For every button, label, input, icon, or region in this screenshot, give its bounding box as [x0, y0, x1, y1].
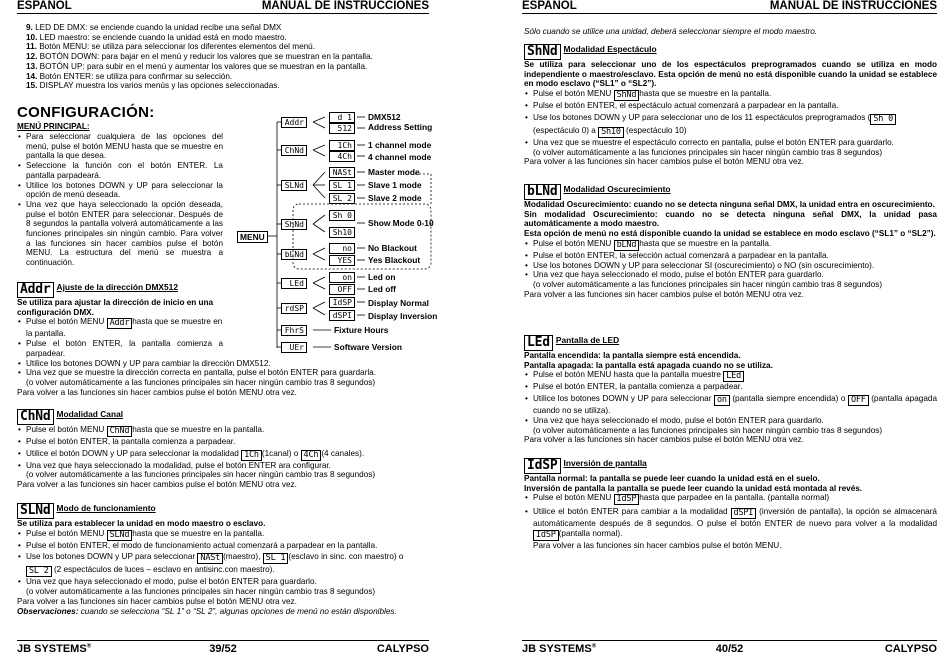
list-item: • Una vez que haya seleccionado la modalidad, pulse el botón ENTER ara configurar. — [17, 461, 429, 471]
list-item: • Una vez que haya seleccionado el modo, pulse el botón ENTER para guardarlo. — [17, 577, 429, 587]
config-heading: CONFIGURACIÓN: — [17, 104, 155, 121]
diagram-label: Software Version — [334, 342, 402, 352]
footer-page-number: 39/52 — [209, 643, 237, 654]
lcd-ver: UEr — [281, 342, 307, 353]
list-item: • Seleccione la función con el botón ENTER. La pantalla parpadeará. — [17, 161, 223, 180]
diagram-label: Show Mode 0-10 — [368, 218, 434, 228]
lcd-chnd-icon: ChNd — [17, 409, 54, 425]
dsp-section: IdSP Inversión de pantalla Pantalla normal: la pantalla se puede leer cuando la unidad está en el suelo. Inversión de pantalla la pantalla se puede leer cuando la unidad está montada al revés. • Pulse el botón MENU IdSP hasta que parpadee en la pantalla. (pantalla normal) • Utilice el botón ENTER para cambiar a la modalidad dSPI (inversión de pantalla), la opción se almacenará automáticamente después de 8 segundos. O pulse el botón ENTER de nuevo para volver a la modalidad IdSP (pantalla normal). Para volver a las funciones sin hacer cambios pulse el botón MENU. — [524, 458, 937, 551]
list-item: 11. Botón MENU: se utiliza para seleccionar los diferentes elementos del menú. — [26, 42, 316, 52]
list-item: • Una vez que haya seleccionado el modo, pulse el botón ENTER para guardarlo. — [524, 416, 937, 426]
section-title: Modalidad Oscurecimiento — [563, 184, 671, 194]
list-item: • Pulse el botón ENTER, la pantalla comienza a parpadear. — [524, 382, 937, 392]
menu-principal-title: MENÚ PRINCIPAL: — [17, 122, 90, 131]
section-title: Pantalla de LED — [555, 335, 620, 345]
lcd-option: 1Ch — [329, 140, 355, 151]
list-item: • Utilice el botón DOWN y UP para seleccionar la modalidad 1Ch (1canal) o 4Ch (4 canales). — [17, 449, 429, 461]
right-page — [522, 0, 937, 654]
list-item: 14. Botón ENTER: se utiliza para confirmar su selección. — [26, 71, 233, 81]
diagram-label: DMX512 — [368, 112, 401, 122]
list-item: • Utilice los botones DOWN y UP para seleccionar la opción de menú deseada. — [17, 181, 223, 200]
lcd-chnd: ChNd — [281, 145, 307, 156]
footer-model: CALYPSO — [376, 643, 429, 654]
lcd-option: on — [329, 272, 355, 283]
list-item: • Pulse el botón ENTER, la pantalla comienza a parpadear. — [17, 437, 429, 447]
footer-brand: JB SYSTEMS® — [522, 643, 597, 654]
diagram-label: Slave 1 mode — [368, 180, 422, 190]
list-item: • Para seleccionar cualquiera de las opciones del menú, pulse el botón MENU hasta que se muestre en pantalla la que desea. — [17, 132, 223, 161]
lcd-shnd-icon: ShNd — [524, 44, 561, 60]
list-item: • Pulse el botón ENTER, el espectáculo actual comenzará a parpadear en la pantalla. — [524, 101, 937, 111]
right-footer — [522, 640, 937, 654]
diagram-label: 4 channel mode — [368, 152, 432, 162]
list-item: 13. BOTÓN UP: para subir en el menú y aumentar los valores que se muestran en la pantalla. — [26, 61, 368, 71]
list-item: 15. DISPLAY muestra los varios menús y las opciones seleccionadas. — [26, 81, 280, 91]
diagram-label: Display Inversion — [368, 311, 438, 321]
lcd-fhrs: FhrS — [281, 325, 307, 336]
section-title: Modalidad Canal — [56, 409, 124, 419]
lcd-blnd: bLNd — [281, 249, 307, 260]
diagram-label: No Blackout — [368, 243, 417, 253]
lcd-dsp-icon: IdSP — [524, 458, 561, 474]
lcd-option: SL 2 — [329, 193, 355, 204]
lcd-slnd-icon: SLNd — [17, 503, 54, 519]
left-footer — [17, 640, 429, 654]
lcd-led: LEd — [281, 278, 307, 289]
addr-section: Addr Ajuste de la dirección DMX512 Se utiliza para ajustar la dirección de inicio en una configuración DMX. • Pulse el botón MENU Addr hasta que se muestre en la pantalla. • Pulse el botón ENTER, la pantalla comienza a parpadear. • Utilice los botones DOWN y UP para cambiar la dirección DMX512. • Una vez que se muestre la dirección correcta en pantalla, pulse el botón ENTER para guardarla. (o volver automáticamente a las funciones principales sin hacer ningún cambio tras 8 segundos) Para volver a las funciones sin hacer cambios pulse el botón MENU otra vez. — [17, 282, 429, 397]
list-item: 12. BOTÓN DOWN: para bajar en el menú y reducir los valores que se muestran en la pantalla. — [26, 52, 373, 62]
list-item: 9. LED DE DMX: se enciende cuando la unidad recibe una señal DMX — [26, 23, 282, 32]
observation-note: Observaciones: cuando se selecciona “SL 1” o “SL 2”, algunas opciones de menú no están disponibles. — [17, 606, 397, 616]
list-item: • Use los botones DOWN y UP para seleccionar uno de los 11 espectáculos preprogramados ( Sh 0 — [524, 113, 937, 125]
lcd-option: Sh10 — [329, 227, 355, 238]
lcd-option: YES — [329, 255, 355, 266]
slnd-section: SLNd Modo de funcionamiento Se utiliza para establecer la unidad en modo maestro o esclavo. • Pulse el botón MENU SLNd hasta que se muestre en la pantalla. • Pulse el botón ENTER, el modo de funcionamiento actual comenzará a parpadear en la pantalla. • Use los botones DOWN y UP para seleccionar NASt (maestro), SL 1 (esclavo in sinc. con maestro) o SL 2 (2 espectáculos de luces – esclavo en antisinc.con maestro). • Una vez que haya seleccionado el modo, pulse el botón ENTER para guardarlo. (o volver automáticamente a las funciones principales sin hacer ningún cambio tras 8 segundos) Para volver a las funciones sin hacer cambios pulse el botón MENU otra vez. Observaciones: cuando se selecciona “SL 1” o “SL 2”, algunas opciones de menú no están disponibles. — [17, 503, 429, 616]
list-item: • Pulse el botón ENTER, la selección actual comenzará a parpadear en la pantalla. — [524, 251, 937, 261]
list-item: • Una vez que se muestre el espectáculo correcto en pantalla, pulse el botón ENTER para guardarlo. — [524, 138, 937, 148]
list-item: • Pulse el botón MENU Addr hasta que se muestre en la pantalla. — [17, 317, 223, 339]
list-item: • Una vez que se muestre la dirección correcta en pantalla, pulse el botón ENTER para guardarla. — [17, 368, 429, 378]
menu-principal-bullets — [17, 132, 223, 268]
footer-model: CALYPSO — [884, 643, 937, 654]
header-title: MANUAL DE INSTRUCCIONES — [769, 0, 937, 12]
lcd-addr-icon: Addr — [17, 282, 54, 298]
lcd-option: SL 1 — [329, 180, 355, 191]
footer-brand: JB SYSTEMS® — [17, 643, 92, 654]
lcd-option: NASt — [329, 167, 355, 178]
diagram-label: Display Normal — [368, 298, 429, 308]
numbered-list — [17, 23, 429, 91]
lcd-led-icon: LEd — [524, 335, 553, 351]
lcd-shnd: ShNd — [281, 219, 307, 230]
menu-button-label: MENU — [237, 231, 268, 243]
diagram-label: Slave 2 mode — [368, 193, 422, 203]
header-language: ESPAÑOL — [17, 0, 72, 12]
list-item: • Una vez que haya seleccionado el modo, pulse el botón ENTER para guardarlo. — [524, 270, 937, 280]
list-item: • Pulse el botón MENU IdSP hasta que parpadee en la pantalla. (pantalla normal) — [524, 493, 937, 505]
list-item: • Pulse el botón MENU hasta que la pantalla muestre LEd — [524, 370, 937, 382]
list-item: 10. LED maestro: se enciende cuando la unidad está en modo maestro. — [26, 32, 287, 42]
diagram-label: Led off — [368, 284, 396, 294]
lcd-blnd-icon: bLNd — [524, 184, 561, 200]
lcd-option: no — [329, 243, 355, 254]
section-title: Modalidad Espectáculo — [563, 44, 657, 54]
list-item: • Pulse el botón MENU SLNd hasta que se muestre en la pantalla. — [17, 529, 429, 541]
top-note: Sólo cuando se utilice una unidad, deberá seleccionar siempre el modo maestro. — [524, 27, 818, 36]
diagram-label: Master mode — [368, 167, 420, 177]
lcd-dsp: rdSP — [281, 303, 307, 314]
chnd-section: ChNd Modalidad Canal • Pulse el botón MENU ChNd hasta que se muestre en la pantalla. • Pulse el botón ENTER, la pantalla comienza a parpadear. • Utilice el botón DOWN y UP para seleccionar la modalidad 1Ch (1canal) o 4Ch (4 canales). • Una vez que haya seleccionado la modalidad, pulse el botón ENTER ara configurar. (o volver automáticamente a las funciones principales sin hacer ningún cambio tras 8 segundos) Para volver a las funciones sin hacer cambios pulse el botón MENU otra vez. — [17, 409, 429, 490]
list-item: • Pulse el botón MENU bLNd hasta que se muestre en la pantalla. — [524, 239, 937, 251]
blnd-section: bLNd Modalidad Oscurecimiento Modalidad Oscurecimiento: cuando no se detecta ninguna señal DMX, la unidad entra en oscurecimiento. Sin modalidad Oscurecimiento: cuando no se detecta ninguna señal DMX, la unidad pasa automáticamente a modo maestro. Esta opción de menú no está disponible cuando la unidad se establece en modo esclavo (“SL1” o “SL2”). • Pulse el botón MENU bLNd hasta que se muestre en la pantalla. • Pulse el botón ENTER, la selección actual comenzará a parpadear en la pantalla. • Use los botones DOWN y UP para seleccionar SI (oscurecimiento) o NO (sin oscurecimiento). • Una vez que haya seleccionado el modo, pulse el botón ENTER para guardarlo. (o volver automáticamente a las funciones principales sin hacer ningún cambio tras 8 segundos) Para volver a las funciones sin hacer cambios pulse el botón MENU otra vez. — [524, 184, 937, 299]
header-title: MANUAL DE INSTRUCCIONES — [261, 0, 429, 12]
diagram-label: Fixture Hours — [334, 325, 389, 335]
list-item: • Pulse el botón MENU ChNd hasta que se muestre en la pantalla. — [17, 425, 429, 437]
led-section: LEd Pantalla de LED Pantalla encendida: la pantalla siempre está encendida. Pantalla apagada: la pantalla está apagada cuando no se utiliza. • Pulse el botón MENU hasta que la pantalla muestre LEd • Pulse el botón ENTER, la pantalla comienza a parpadear. • Utilice los botones DOWN y UP para seleccionar on (pantalla siempre encendida) o OFF (pantalla apagada cuando no se utiliza). • Una vez que haya seleccionado el modo, pulse el botón ENTER para guardarlo. (o volver automáticamente a las funciones principales sin hacer ningún cambio tras 8 segundos) Para volver a las funciones sin hacer cambios pulse el botón MENU otra vez. — [524, 335, 937, 445]
right-header — [522, 0, 937, 14]
lcd-addr: Addr — [281, 117, 307, 128]
header-language: ESPAÑOL — [522, 0, 577, 12]
lcd-option: OFF — [329, 284, 355, 295]
list-item: • Pulse el botón ENTER, la pantalla comienza a parpadear. — [17, 339, 223, 358]
left-header — [17, 0, 429, 14]
lcd-option: 512 — [329, 123, 355, 134]
list-item: • Pulse el botón ENTER, el modo de funcionamiento actual comenzará a parpadear en la pantalla. — [17, 541, 429, 551]
diagram-label: Address Setting — [368, 122, 433, 132]
list-item: • Use los botones DOWN y UP para seleccionar SI (oscurecimiento) o NO (sin oscurecimiento). — [524, 261, 937, 271]
list-item: • Utilice los botones DOWN y UP para seleccionar on (pantalla siempre encendida) o OFF (pantalla apagada cuando no se utiliza). — [524, 394, 937, 416]
lcd-option: 4Ch — [329, 151, 355, 162]
section-title: Inversión de pantalla — [563, 458, 647, 468]
lcd-option: IdSP — [329, 297, 355, 308]
shnd-section: ShNd Modalidad Espectáculo Se utiliza para seleccionar uno de los espectáculos preprogramados cuando se utiliza en modo independiente o maestro/esclavo. Esta opción de menú no está disponible cuando la unidad se establece en modo esclavo (“SL1” o “SL2”). • Pulse el botón MENU ShNd hasta que se muestre en la pantalla. • Pulse el botón ENTER, el espectáculo actual comenzará a parpadear en la pantalla. • Use los botones DOWN y UP para seleccionar uno de los 11 espectáculos preprogramados ( Sh 0 (espectáculo 0) a Sh10 (espectáculo 10) • Una vez que se muestre el espectáculo correcto en pantalla, pulse el botón ENTER para guardarlo. (o volver automáticamente a las funciones principales sin hacer ningún cambio tras 8 segundos) Para volver a las funciones sin hacer cambios pulse el botón MENU otra vez. — [524, 44, 937, 167]
list-item: • Use los botones DOWN y UP para seleccionar NASt (maestro), SL 1 (esclavo in sinc. con maestro) o — [17, 552, 429, 564]
left-page — [17, 0, 438, 654]
diagram-label: 1 channel mode — [368, 140, 432, 150]
footer-page-number: 40/52 — [715, 643, 744, 654]
lcd-option: d 1 — [329, 112, 355, 123]
diagram-label: Yes Blackout — [368, 255, 421, 265]
list-item: • Una vez que haya seleccionado la opción deseada, pulse el botón ENTER para seleccionar. Después de 8 segundos la pantalla volverá automáticamente a las funciones principales sin ningún cambio. Para volver a las funciones sin hacer cambios pulse el botón MENU. La estructura del menú se muestra a continuación. — [17, 200, 223, 268]
lcd-option: Sh 0 — [329, 210, 355, 221]
list-item: • Utilice los botones DOWN y UP para cambiar la dirección DMX512. — [17, 359, 429, 369]
list-item: • Pulse el botón MENU ShNd hasta que se muestre en la pantalla. — [524, 89, 937, 101]
diagram-label: Led on — [368, 272, 396, 282]
section-title: Modo de funcionamiento — [56, 503, 156, 513]
list-item: • Utilice el botón ENTER para cambiar a la modalidad dSPI (inversión de pantalla), la opción se almacenará automáticamente después de 8 segundos. O pulse el botón ENTER de nuevo para volver a la modalidad IdSP (pantalla normal). — [524, 507, 937, 541]
lcd-option: dSPI — [329, 310, 355, 321]
lcd-slnd: SLNd — [281, 180, 307, 191]
section-title: Ajuste de la dirección DMX512 — [56, 282, 178, 292]
